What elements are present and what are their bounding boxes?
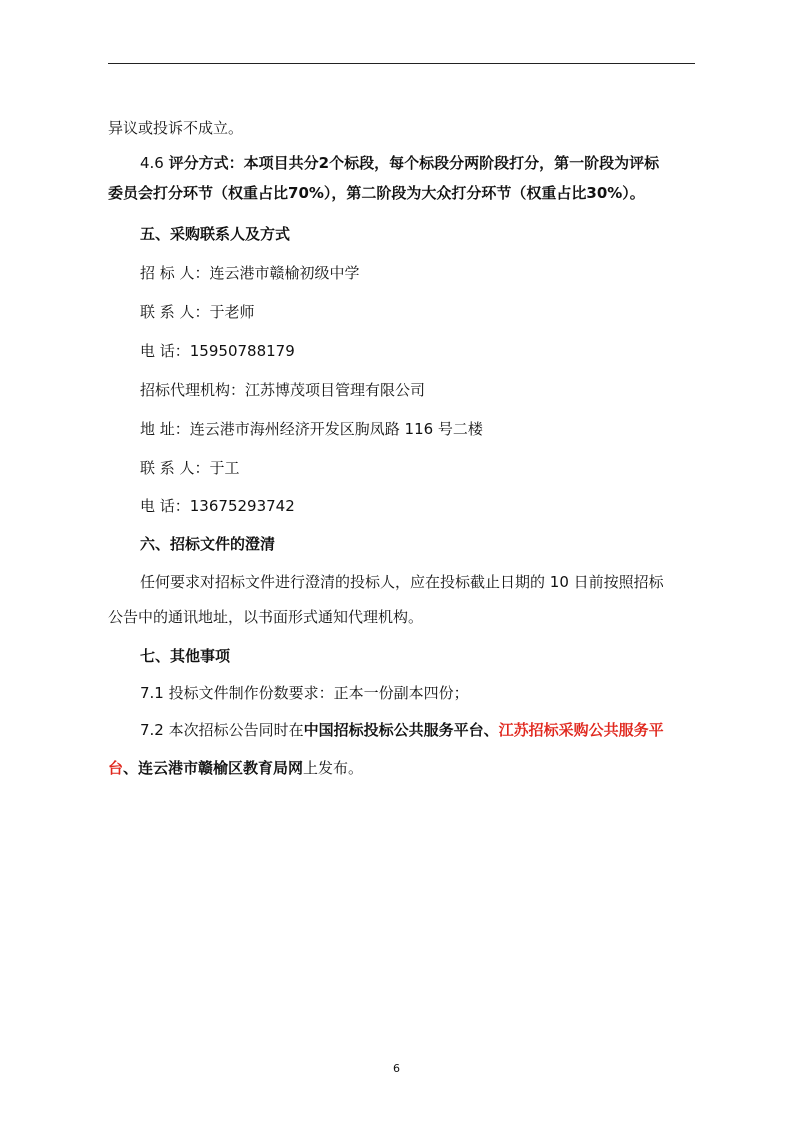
clarification-paragraph-cont: 公告中的通讯地址，以书面形式通知代理机构。: [108, 608, 424, 626]
agency-line: 招标代理机构：江苏博茂项目管理有限公司: [140, 381, 426, 399]
scoring-method-line-cont: 委员会打分环节（权重占比70%），第二阶段为大众打分环节（权重占比30%）。: [108, 184, 645, 202]
scoring-method-line: 4.6 评分方式：本项目共分2个标段，每个标段分两阶段打分，第一阶段为评标: [140, 154, 660, 172]
clarification-paragraph: 任何要求对招标文件进行澄清的投标人，应在投标截止日期的 10 日前按照招标: [140, 573, 664, 591]
tenderee-line: 招 标 人：连云港市赣榆初级中学: [140, 264, 360, 282]
publication-line-cont: 台、连云港市赣榆区教育局网上发布。: [108, 759, 364, 777]
header-rule: [108, 63, 695, 64]
section-heading-clarification: 六、招标文件的澄清: [140, 535, 276, 553]
page-number: 6: [393, 1062, 400, 1075]
phone-line-2: 电 话：13675293742: [140, 497, 295, 515]
section-heading-other: 七、其他事项: [140, 647, 231, 665]
address-line: 地 址：连云港市海州经济开发区朐凤路 116 号二楼: [140, 420, 483, 438]
contact-person-line-2: 联 系 人：于工: [140, 459, 240, 477]
contact-person-line: 联 系 人：于老师: [140, 303, 255, 321]
section-heading-contacts: 五、采购联系人及方式: [140, 225, 291, 243]
copies-requirement-line: 7.1 投标文件制作份数要求：正本一份副本四份；: [140, 684, 469, 702]
paragraph-line: 异议或投诉不成立。: [108, 119, 244, 137]
phone-line: 电 话：15950788179: [140, 342, 295, 360]
publication-line: 7.2 本次招标公告同时在中国招标投标公共服务平台、江苏招标采购公共服务平: [140, 721, 664, 739]
